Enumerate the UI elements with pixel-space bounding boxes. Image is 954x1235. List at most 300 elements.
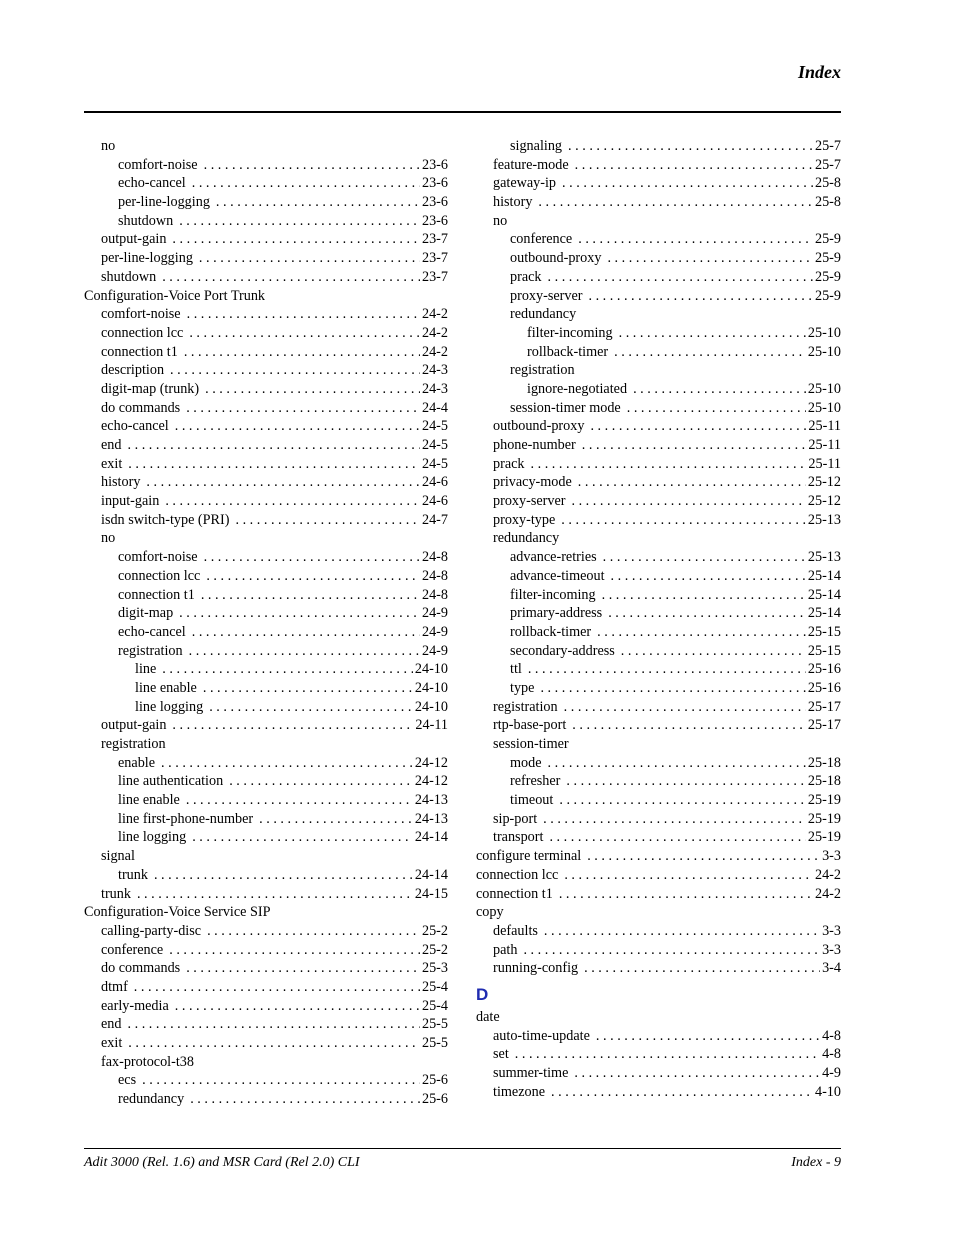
dot-leader	[134, 978, 420, 997]
index-entry-page: 23-6	[421, 194, 448, 211]
index-entry-term: line logging	[135, 698, 204, 715]
index-entry-page: 24-8	[421, 549, 448, 566]
index-entry-page: 3-4	[822, 960, 841, 977]
index-entry-term: defaults	[493, 922, 538, 939]
index-entry-page: 24-2	[421, 324, 448, 341]
index-entry-term: advance-retries	[510, 549, 597, 566]
index-entry	[84, 1071, 448, 1090]
index-entry	[84, 679, 448, 698]
index-entry-page: 25-16	[807, 679, 841, 696]
dot-leader	[229, 772, 413, 791]
index-entry-term: comfort-noise	[118, 549, 198, 566]
index-entry-page: 24-10	[414, 698, 448, 715]
dot-leader	[582, 436, 807, 455]
dot-leader	[203, 679, 413, 698]
index-entry-page: 25-19	[807, 810, 841, 827]
index-entry-term: connection t1	[476, 885, 553, 902]
index-entry-term: registration	[493, 698, 558, 715]
index-entry	[476, 586, 841, 605]
index-entry-term: running-config	[493, 960, 579, 977]
index-entry-page: 24-5	[421, 437, 448, 453]
index-section-letter: D	[476, 984, 489, 1004]
index-entry	[84, 791, 448, 810]
dot-leader	[602, 586, 806, 605]
dot-leader	[575, 156, 813, 175]
index-entry-page: 24-13	[414, 810, 448, 827]
index-entry	[476, 380, 841, 399]
index-entry-page: 24-10	[414, 661, 448, 678]
dot-leader	[162, 268, 420, 287]
dot-leader	[614, 343, 806, 362]
index-entry-page: 25-17	[807, 717, 841, 734]
dot-leader	[627, 399, 806, 418]
index-entry-page: 25-9	[814, 287, 841, 304]
index-entry-page: 24-3	[421, 380, 448, 397]
index-entry	[84, 529, 448, 548]
index-entry	[84, 455, 448, 474]
index-entry-term: trunk	[118, 866, 148, 883]
dot-leader	[572, 716, 806, 735]
index-entry-term: rtp-base-port	[493, 717, 567, 734]
index-entry-page: 24-5	[421, 418, 448, 435]
index-entry-term: per-line-logging	[101, 250, 193, 267]
index-entry-page: 25-10	[807, 343, 841, 360]
index-entry-term: registration	[118, 642, 183, 659]
index-entry-page: 24-9	[421, 605, 448, 622]
index-entry	[476, 735, 841, 754]
index-entry	[476, 866, 841, 885]
index-entry-term: redundancy	[118, 1091, 185, 1108]
dot-leader	[540, 679, 805, 698]
index-entry	[84, 492, 448, 511]
index-entry	[84, 978, 448, 997]
index-entry-page: 25-10	[807, 399, 841, 416]
index-entry	[84, 417, 448, 436]
index-entry-page: 24-12	[414, 754, 448, 771]
index-entry-term: history	[493, 194, 533, 211]
index-entry-page: 25-10	[807, 324, 841, 341]
index-entry-page: 24-7	[421, 511, 448, 528]
dot-leader	[564, 866, 813, 885]
dot-leader	[531, 455, 807, 474]
dot-leader	[172, 230, 420, 249]
dot-leader	[548, 754, 806, 773]
dot-leader	[549, 828, 805, 847]
index-entry-term: enable	[118, 754, 156, 771]
dot-leader	[128, 1034, 420, 1053]
index-entry	[84, 922, 448, 941]
index-entry	[84, 885, 448, 904]
index-entry	[476, 249, 841, 268]
index-entry-term: input-gain	[101, 493, 160, 510]
dot-leader	[175, 997, 420, 1016]
index-entry	[476, 230, 841, 249]
dot-leader	[192, 828, 413, 847]
index-entry-page: 24-15	[414, 885, 448, 902]
index-entry-term: ecs	[118, 1072, 137, 1089]
index-entry-page: 24-5	[421, 455, 448, 472]
index-entry-page: 25-4	[421, 997, 448, 1014]
index-entry-term: refresher	[510, 773, 561, 790]
index-entry-page: 23-6	[421, 212, 448, 229]
dot-leader	[562, 174, 813, 193]
index-entry	[476, 193, 841, 212]
dot-leader	[204, 548, 420, 567]
index-entry	[84, 473, 448, 492]
dot-leader	[206, 567, 420, 586]
index-entry-page: 24-6	[421, 493, 448, 510]
index-entry	[476, 305, 841, 324]
index-entry	[84, 305, 448, 324]
dot-leader	[571, 492, 805, 511]
index-entry	[84, 324, 448, 343]
dot-leader	[172, 716, 413, 735]
dot-leader	[209, 698, 413, 717]
index-entry-page: 25-3	[421, 960, 448, 977]
index-entry-term: summer-time	[493, 1065, 569, 1081]
dot-leader	[596, 1027, 820, 1046]
index-entry-term: calling-party-disc	[101, 922, 202, 939]
index-entry-page: 25-14	[807, 586, 841, 603]
index-entry	[476, 1064, 841, 1083]
dot-leader	[621, 642, 806, 661]
index-entry-term: outbound-proxy	[510, 250, 602, 267]
index-entry-page: 25-15	[807, 642, 841, 659]
index-entry	[84, 941, 448, 960]
dot-leader	[578, 473, 806, 492]
index-entry-page: 25-2	[421, 922, 448, 939]
dot-leader	[199, 249, 420, 268]
index-entry	[476, 1045, 841, 1064]
index-entry-page: 4-9	[822, 1065, 841, 1081]
index-entry	[84, 1090, 448, 1109]
index-entry-term: line logging	[118, 829, 187, 846]
index-entry-page: 24-8	[421, 567, 448, 584]
index-entry	[84, 193, 448, 212]
index-entry-page: 25-13	[807, 549, 841, 566]
index-entry	[84, 847, 448, 866]
index-entry	[476, 922, 841, 941]
index-entry-term: comfort-noise	[118, 156, 198, 173]
dot-leader	[597, 623, 806, 642]
dot-leader	[564, 698, 806, 717]
dot-leader	[161, 754, 413, 773]
index-entry-term: Configuration-Voice Port Trunk	[84, 287, 266, 304]
index-entry-term: feature-mode	[493, 156, 569, 173]
index-entry-page: 24-8	[421, 586, 448, 603]
index-entry-page: 25-7	[814, 156, 841, 173]
index-entry-term: path	[493, 941, 518, 958]
dot-leader	[561, 511, 806, 530]
index-entry-term: secondary-address	[510, 642, 615, 659]
index-entry-term: line authentication	[118, 773, 224, 790]
index-entry-term: primary-address	[510, 605, 603, 622]
index-entry-page: 24-11	[415, 717, 448, 734]
index-entry-term: fax-protocol-t38	[101, 1053, 194, 1070]
index-entry-term: connection t1	[118, 586, 195, 603]
dot-leader	[235, 511, 420, 530]
index-entry	[476, 642, 841, 661]
index-entry	[84, 623, 448, 642]
footer-page-number: Index - 9	[791, 1155, 841, 1170]
index-entry-term: output-gain	[101, 717, 167, 734]
index-entry-page: 25-15	[807, 623, 841, 640]
index-entry	[84, 399, 448, 418]
index-entry	[84, 249, 448, 268]
dot-leader	[179, 604, 420, 623]
index-entry-page: 24-12	[414, 773, 448, 790]
dot-leader	[559, 885, 813, 904]
index-entry	[476, 716, 841, 735]
index-entry	[476, 399, 841, 418]
index-entry-term: filter-incoming	[527, 324, 613, 341]
index-entry-term: no	[493, 212, 508, 229]
index-entry	[476, 1008, 841, 1027]
dot-leader	[146, 473, 420, 492]
index-entry	[476, 828, 841, 847]
dot-leader	[189, 642, 420, 661]
index-entry-page: 24-4	[421, 399, 448, 416]
index-entry-term: comfort-noise	[101, 306, 181, 323]
index-entry-page: 25-6	[421, 1072, 448, 1089]
index-entry-term: connection lcc	[118, 567, 201, 584]
index-entry-term: exit	[101, 1035, 123, 1051]
index-entry-term: end	[101, 1016, 122, 1033]
index-entry	[476, 791, 841, 810]
index-entry	[84, 156, 448, 175]
index-entry	[476, 548, 841, 567]
dot-leader	[607, 249, 813, 268]
index-entry	[476, 810, 841, 829]
index-entry-term: end	[101, 437, 122, 453]
dot-leader	[186, 791, 413, 810]
index-entry	[476, 473, 841, 492]
index-entry-term: no	[101, 530, 116, 547]
dot-leader	[128, 1015, 420, 1034]
index-entry	[476, 511, 841, 530]
dot-leader	[175, 417, 420, 436]
index-entry-page: 25-19	[807, 829, 841, 846]
index-entry-page: 25-9	[814, 250, 841, 267]
index-entry-term: privacy-mode	[493, 474, 572, 491]
dot-leader	[179, 212, 420, 231]
dot-leader	[137, 885, 413, 904]
dot-leader	[186, 959, 420, 978]
index-entry-page: 25-17	[807, 698, 841, 715]
index-entry	[476, 698, 841, 717]
index-entry	[476, 287, 841, 306]
index-entry-page: 24-9	[421, 623, 448, 640]
index-entry-page: 25-2	[421, 941, 448, 958]
index-entry-term: shutdown	[101, 268, 157, 285]
index-entry-term: echo-cancel	[118, 175, 186, 192]
index-entry-term: type	[510, 679, 535, 696]
index-column-right	[476, 137, 841, 1101]
dot-leader	[551, 1083, 813, 1102]
index-entry	[476, 492, 841, 511]
index-entry-term: ttl	[510, 661, 522, 678]
index-entry-term: rollback-timer	[527, 343, 609, 360]
index-entry-page: 25-19	[807, 792, 841, 809]
dot-leader	[169, 941, 420, 960]
index-entry	[84, 1034, 448, 1053]
index-entry-term: proxy-server	[510, 287, 583, 304]
index-entry-page: 25-11	[808, 437, 841, 453]
index-entry-term: phone-number	[493, 437, 576, 453]
index-entry	[476, 1027, 841, 1046]
index-entry	[84, 287, 448, 306]
index-entry	[476, 343, 841, 362]
dot-leader	[192, 174, 420, 193]
dot-leader	[603, 548, 806, 567]
index-entry-term: Configuration-Voice Service SIP	[84, 904, 271, 921]
index-entry-term: output-gain	[101, 231, 167, 248]
index-entry	[84, 361, 448, 380]
index-entry	[84, 567, 448, 586]
index-entry	[476, 772, 841, 791]
index-entry-page: 24-14	[414, 866, 448, 883]
index-entry-term: signaling	[510, 138, 563, 154]
index-entry-page: 25-14	[807, 567, 841, 584]
index-entry-page: 25-18	[807, 773, 841, 790]
index-entry-page: 24-3	[421, 362, 448, 379]
index-entry-term: line enable	[118, 792, 180, 809]
index-entry-term: redundancy	[493, 530, 560, 547]
index-entry	[476, 754, 841, 773]
index-entry-term: conference	[510, 231, 573, 248]
index-entry-page: 25-9	[814, 268, 841, 285]
index-entry-term: isdn switch-type (PRI)	[101, 511, 230, 528]
index-entry-page: 24-6	[421, 474, 448, 491]
index-entry-page: 3-3	[822, 848, 841, 865]
index-entry-page: 24-2	[814, 885, 841, 902]
index-entry-page: 25-8	[814, 194, 841, 211]
index-entry-term: ignore-negotiated	[527, 380, 628, 397]
index-entry-term: dtmf	[101, 978, 128, 995]
index-column-left	[84, 137, 448, 1109]
index-entry-page: 3-3	[822, 922, 841, 939]
index-entry	[476, 623, 841, 642]
index-entry	[84, 586, 448, 605]
index-entry-page: 25-12	[807, 474, 841, 491]
index-entry	[476, 903, 841, 922]
index-entry-page: 25-6	[421, 1091, 448, 1108]
index-entry	[84, 436, 448, 455]
index-entry-page: 23-6	[421, 175, 448, 192]
dot-leader	[568, 137, 813, 156]
index-entry-page: 25-18	[807, 754, 841, 771]
index-entry-term: mode	[510, 754, 542, 771]
index-entry-page: 3-3	[822, 941, 841, 958]
header-rule	[84, 111, 841, 113]
index-entry-term: outbound-proxy	[493, 418, 585, 435]
dot-leader	[204, 156, 420, 175]
index-entry	[84, 137, 448, 156]
index-entry	[84, 716, 448, 735]
index-entry-page: 4-10	[814, 1083, 841, 1100]
index-entry	[84, 1053, 448, 1072]
dot-leader	[543, 810, 806, 829]
index-entry-page: 25-4	[421, 978, 448, 995]
dot-leader	[619, 324, 806, 343]
index-entry-term: history	[101, 474, 141, 491]
index-entry-page: 24-13	[414, 792, 448, 809]
dot-leader	[587, 847, 820, 866]
index-entry-term: redundancy	[510, 306, 577, 323]
index-entry-page: 25-11	[808, 418, 841, 435]
dot-leader	[633, 380, 806, 399]
index-entry-term: exit	[101, 455, 123, 472]
dot-leader	[559, 791, 806, 810]
index-entry	[476, 529, 841, 548]
index-entry-term: do commands	[101, 399, 181, 416]
index-entry-term: session-timer	[493, 736, 569, 752]
index-entry	[84, 828, 448, 847]
footer-rule	[84, 1148, 841, 1149]
index-entry-page: 25-14	[807, 605, 841, 622]
index-entry-term: do commands	[101, 960, 181, 977]
index-entry	[84, 212, 448, 231]
dot-leader	[142, 1071, 420, 1090]
index-entry-page: 25-10	[807, 380, 841, 397]
dot-leader	[578, 230, 813, 249]
index-entry-page: 25-5	[421, 1016, 448, 1033]
index-entry	[476, 604, 841, 623]
index-entry-term: registration	[101, 736, 166, 752]
index-entry	[476, 941, 841, 960]
index-entry-page: 24-9	[421, 642, 448, 659]
index-entry-term: digit-map	[118, 605, 174, 622]
dot-leader	[574, 1064, 820, 1083]
index-entry	[84, 604, 448, 623]
index-entry-term: shutdown	[118, 212, 174, 229]
index-entry	[84, 772, 448, 791]
dot-leader	[201, 586, 420, 605]
index-entry-page: 24-2	[814, 866, 841, 883]
dot-leader	[162, 660, 413, 679]
index-entry-term: transport	[493, 829, 544, 846]
index-entry	[84, 642, 448, 661]
index-entry	[476, 417, 841, 436]
index-entry-page: 25-11	[808, 455, 841, 472]
dot-leader	[523, 941, 820, 960]
dot-leader	[590, 417, 806, 436]
dot-leader	[184, 343, 420, 362]
index-entry	[476, 212, 841, 231]
index-entry-term: per-line-logging	[118, 194, 210, 211]
index-entry	[476, 455, 841, 474]
index-entry-term: line first-phone-number	[118, 810, 254, 827]
index-entry-page: 25-16	[807, 661, 841, 678]
index-entry-term: registration	[510, 362, 575, 379]
index-entry	[476, 361, 841, 380]
dot-leader	[544, 922, 820, 941]
index-entry	[476, 660, 841, 679]
index-entry-term: proxy-server	[493, 493, 566, 510]
index-entry	[476, 268, 841, 287]
index-entry	[84, 174, 448, 193]
index-entry-term: sip-port	[493, 810, 538, 827]
index-entry	[476, 679, 841, 698]
index-entry-term: conference	[101, 941, 164, 958]
dot-leader	[259, 810, 413, 829]
dot-leader	[566, 772, 805, 791]
index-entry	[84, 903, 448, 922]
index-entry-page: 24-14	[414, 829, 448, 846]
index-entry	[84, 866, 448, 885]
index-entry	[476, 436, 841, 455]
index-entry-page: 25-7	[814, 138, 841, 154]
